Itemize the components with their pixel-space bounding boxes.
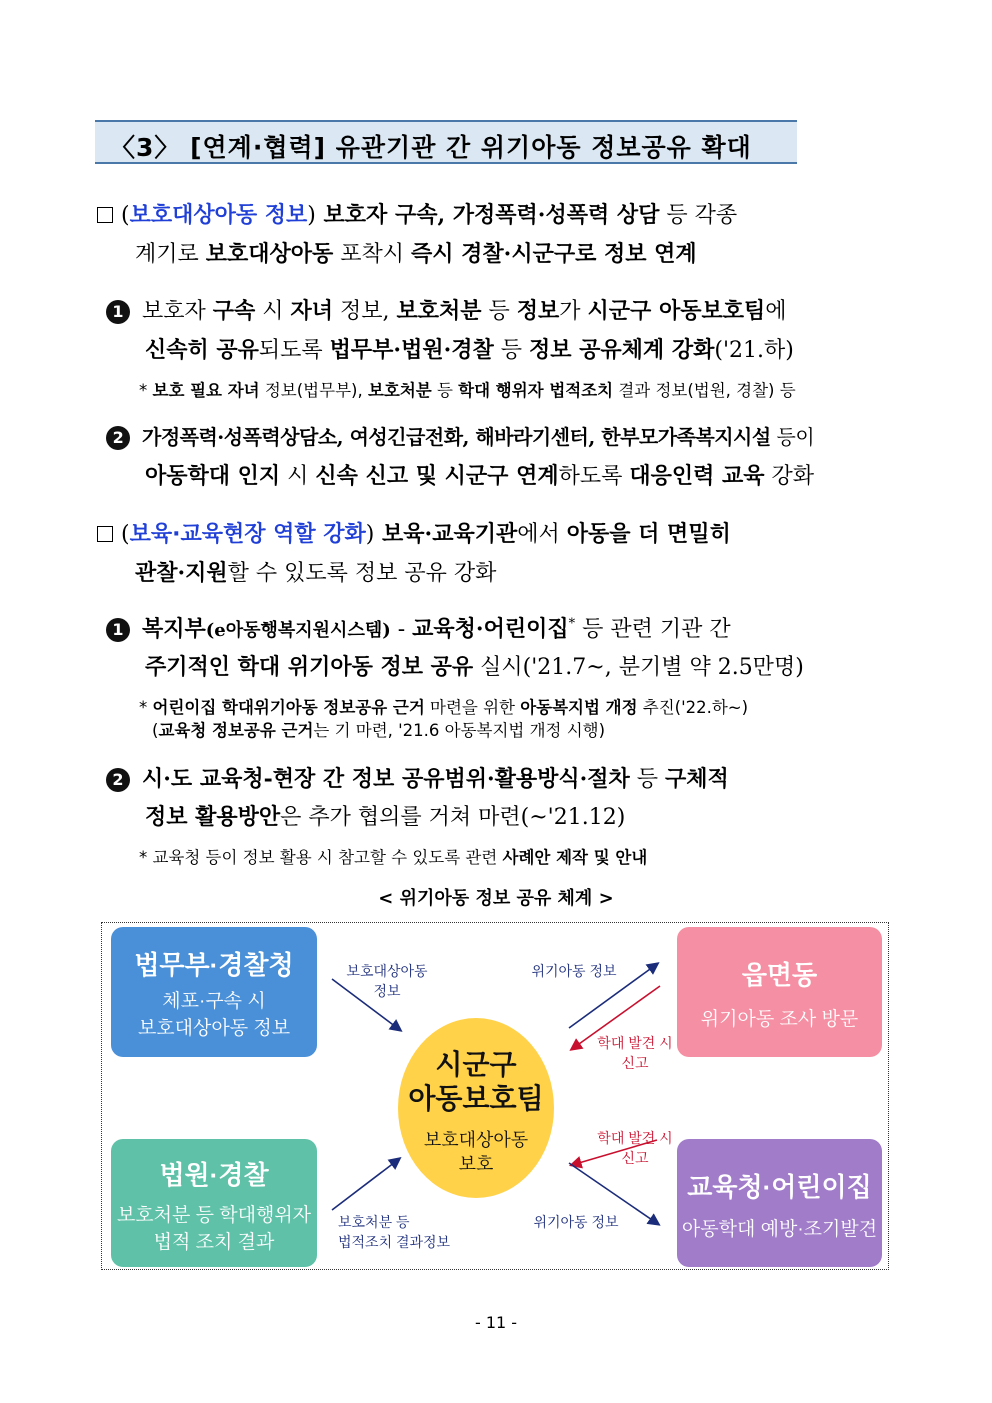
s2-tag: 보육·교육현장 역할 강화 [129, 522, 366, 547]
diagram-caption: < 위기아동 정보 공유 체계 > [378, 888, 614, 909]
s1-line2: 계기로 보호대상아동 포착시 즉시 경찰·시군구로 정보 연계 [135, 241, 697, 267]
box-court-police: 법원·경찰 보호처분 등 학대행위자 법적 조치 결과 [111, 1139, 317, 1267]
s1-item1-note: * 보호 필요 자녀 정보(법무부), 보호처분 등 학대 행위자 법적조치 결과 정보(법원, 경찰) 등 [139, 381, 796, 400]
s1-item2-line2: 아동학대 인지 시 신속 신고 및 시군구 연계하도록 대응인력 교육 강화 [145, 463, 815, 489]
number-1-icon: 1 [106, 300, 130, 324]
label-report-bottom: 학대 발견 시 신고 [597, 1130, 673, 1166]
s2-line1: (보육·교육현장 역할 강화) 보육·교육기관에서 아동을 더 면밀히 [97, 517, 731, 548]
info-sharing-diagram [101, 922, 889, 1270]
number-1-icon: 1 [106, 618, 130, 642]
s1-tag: 보호대상아동 정보 [129, 203, 308, 228]
s2-item1-line1: 1 복지부(e아동행복지원시스템) - 교육청·어린이집* 등 관련 기관 간 [106, 612, 731, 643]
box-moj-police: 법무부·경찰청 체포·구속 시 보호대상아동 정보 [111, 927, 317, 1057]
section-title: 〈3〉 [연계·협력] 유관기관 간 위기아동 정보공유 확대 [110, 133, 752, 162]
s2-item2-note: * 교육청 등이 정보 활용 시 참고할 수 있도록 관련 사례안 제작 및 안내 [139, 848, 648, 867]
number-2-icon: 2 [106, 768, 130, 792]
s2-line2: 관찰·지원할 수 있도록 정보 공유 강화 [135, 560, 497, 586]
checkbox-square-icon [97, 526, 113, 542]
s1-item1-line2: 신속히 공유되도록 법무부·법원·경찰 등 정보 공유체계 강화('21.하) [145, 337, 794, 363]
s2-item2-line1: 2 시·도 교육청-현장 간 정보 공유범위·활용방식·절차 등 구체적 [106, 762, 729, 793]
s2-item1-line2: 주기적인 학대 위기아동 정보 공유 실시('21.7~, 분기별 약 2.5만명) [145, 654, 804, 680]
s1-item2-line1: 2 가정폭력·성폭력상담소, 여성긴급전화, 해바라기센터, 한부모가족복지시설 등이 [106, 421, 814, 450]
center-child-protection-team: 시군구 아동보호팀 보호대상아동 보호 [398, 1018, 554, 1198]
checkbox-square-icon [97, 207, 113, 223]
s1-line1: (보호대상아동 정보) 보호자 구속, 가정폭력·성폭력 상담 등 각종 [97, 198, 737, 229]
diagram-arrows [102, 923, 888, 1269]
s2-item2-line2: 정보 활용방안은 추가 협의를 거쳐 마련(~'21.12) [145, 804, 626, 830]
label-legal-action-info: 보호처분 등 법적조치 결과정보 [338, 1214, 451, 1250]
number-2-icon: 2 [106, 426, 130, 450]
box-edu-daycare: 교육청·어린이집 아동학대 예방·조기발견 [677, 1139, 882, 1267]
label-protected-child-info: 보호대상아동 정보 [346, 963, 428, 999]
page-number: - 11 - [474, 1313, 518, 1332]
s2-item1-note1: * 어린이집 학대위기아동 정보공유 근거 마련을 위한 아동복지법 개정 추진('22.하~) [139, 698, 749, 717]
arrow-court-to-center [332, 1159, 399, 1210]
label-report-top: 학대 발견 시 신고 [597, 1035, 673, 1071]
s2-item1-note2: (교육청 정보공유 근거는 기 마련, '21.6 아동복지법 개정 시행) [152, 721, 606, 740]
label-crisis-child-info-bottom: 위기아동 정보 [533, 1214, 619, 1230]
box-town-office: 읍면동 위기아동 조사 방문 [677, 927, 882, 1057]
s1-item1-line1: 1 보호자 구속 시 자녀 정보, 보호처분 등 정보가 시군구 아동보호팀에 [106, 294, 787, 325]
label-crisis-child-info-top: 위기아동 정보 [531, 963, 617, 979]
